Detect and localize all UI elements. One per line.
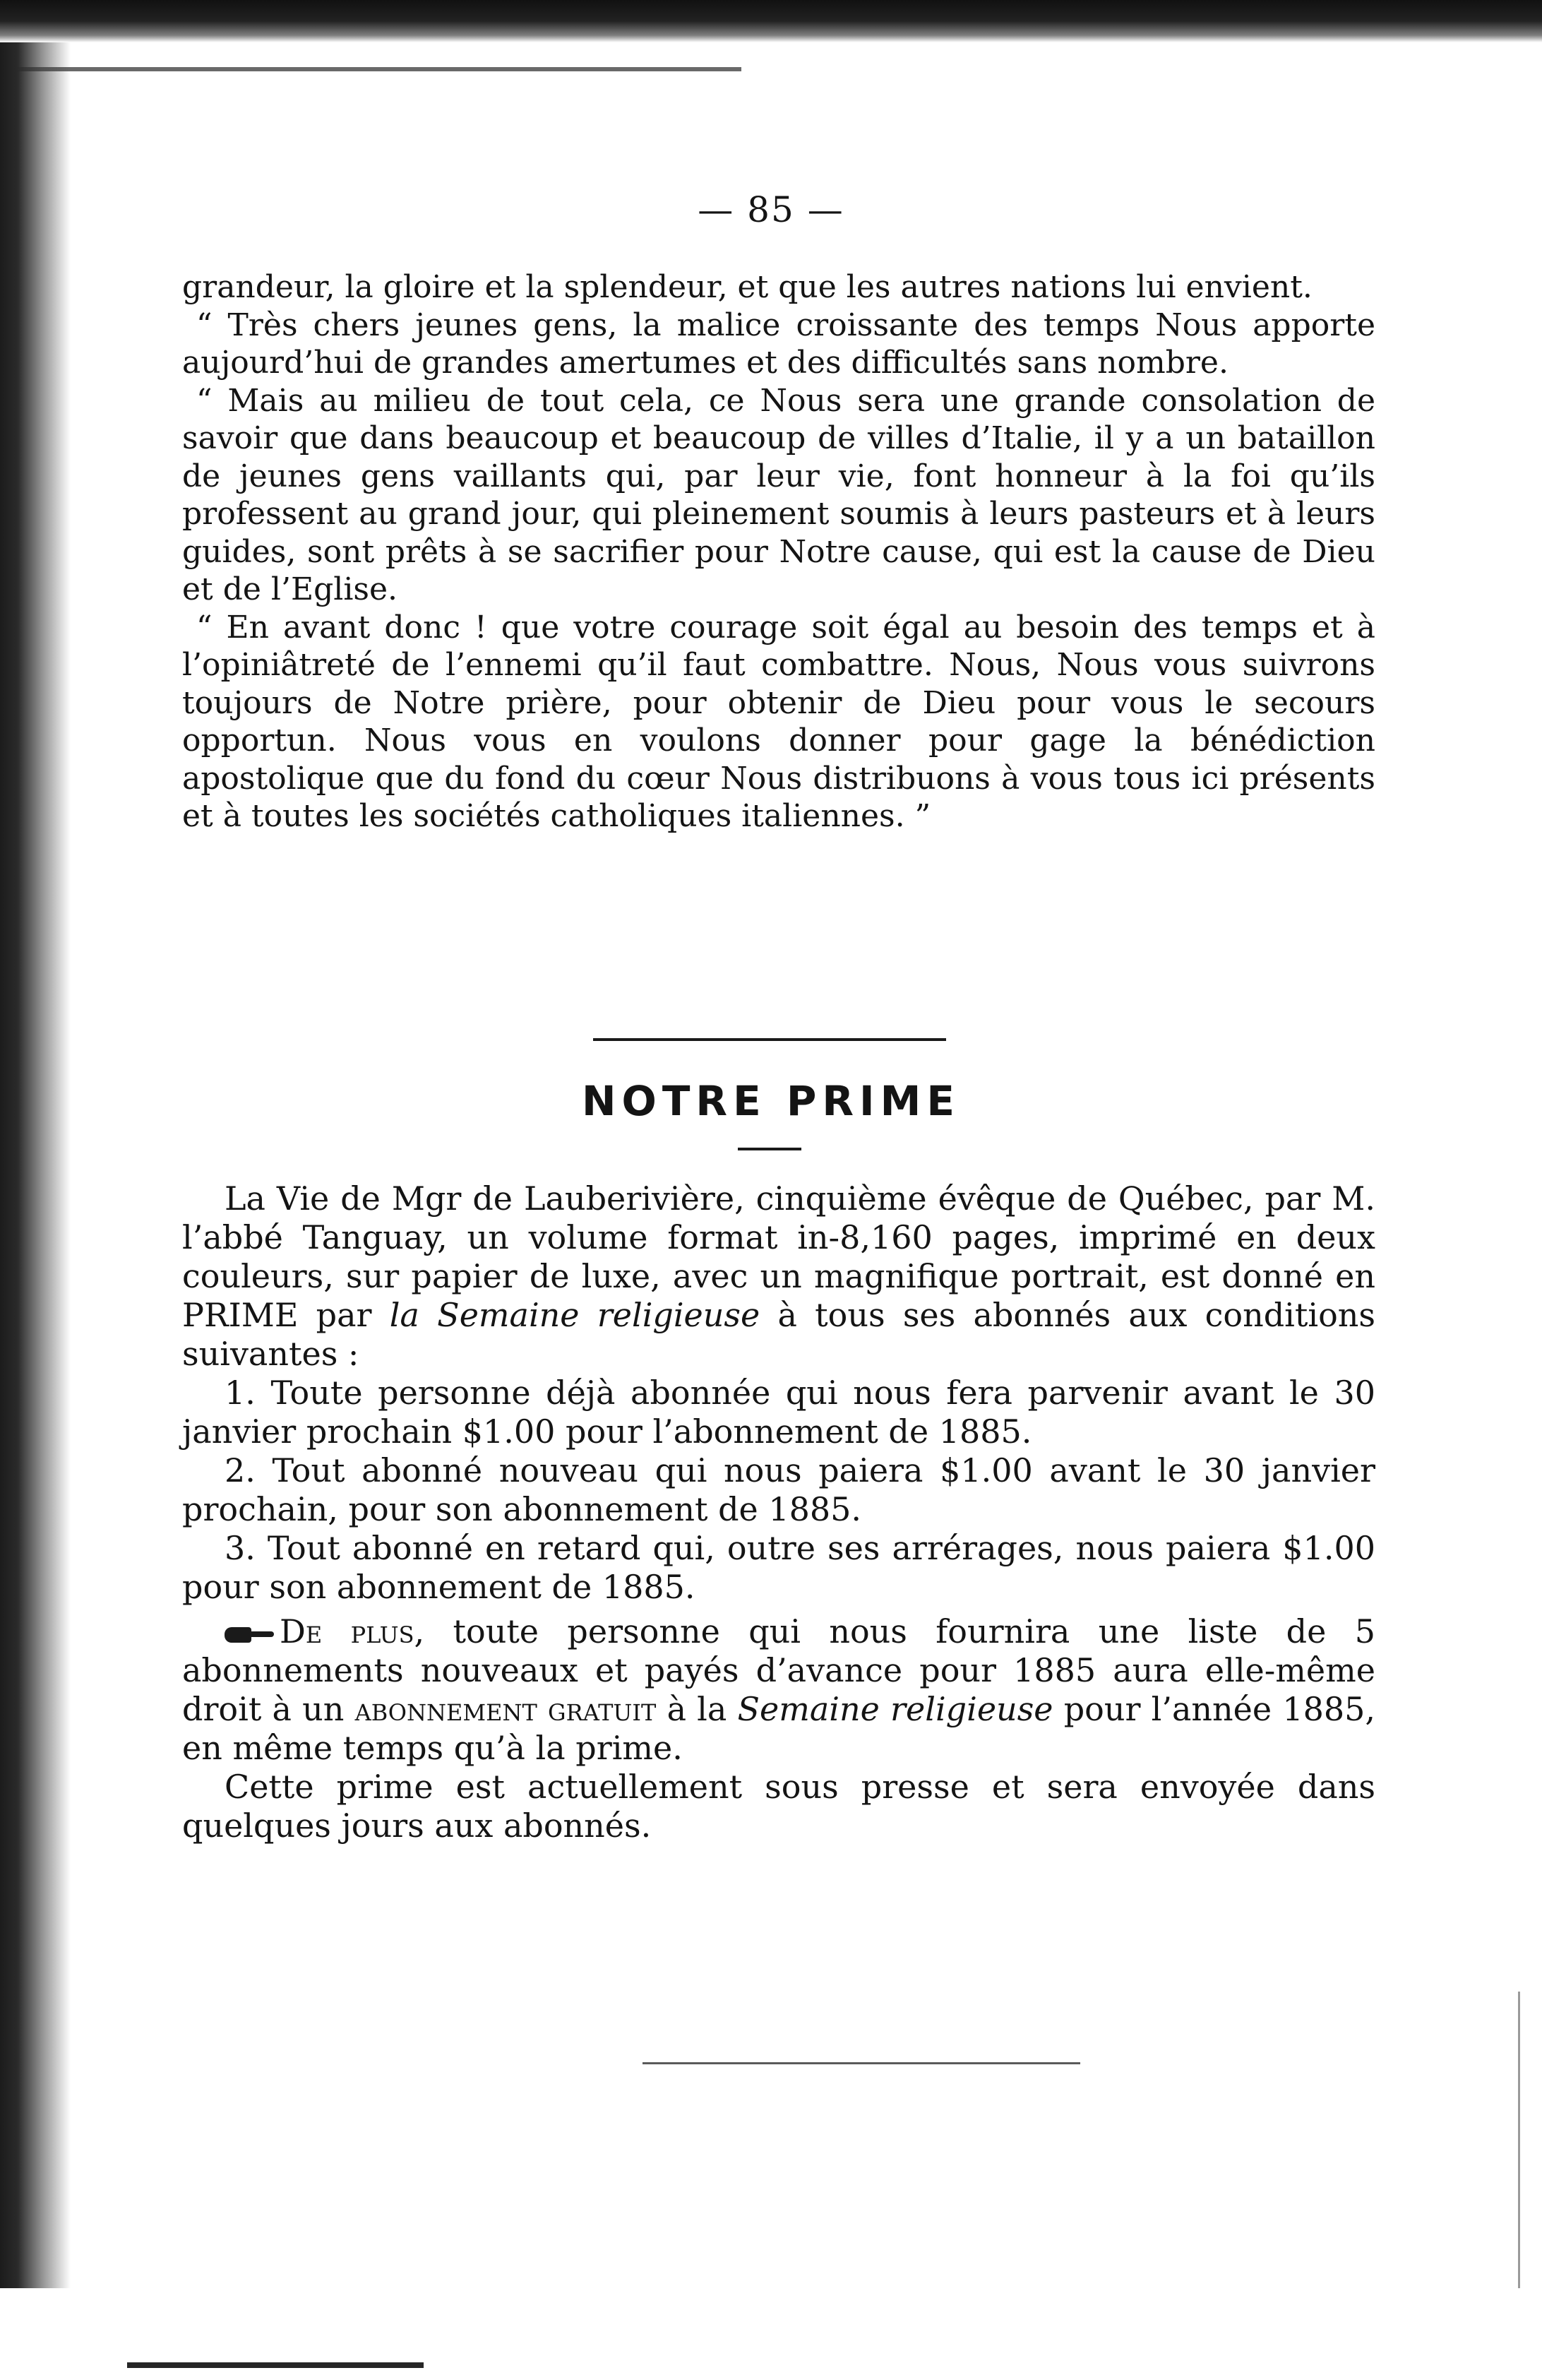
page-number: — 85 — [698,189,844,230]
quote-section [182,268,1375,835]
section-divider [593,1038,946,1041]
scan-artifact-bottom [127,2362,424,2368]
note-emphasis: abonnement gratuit [354,1690,657,1728]
condition-item: 2. Tout abonné nouveau qui nous paiera $1.00 avant le 30 janvier prochain, pour son abonnement de 1885. [182,1451,1375,1528]
paragraph: grandeur, la gloire et la splendeur, et que les autres nations lui envient. [182,269,1313,305]
scan-artifact-right [1518,1992,1520,2288]
publication-title: Semaine religieuse [737,1690,1053,1728]
note-lead: De plus [280,1612,414,1650]
condition-item: 1. Toute personne déjà abonnée qui nous fera parvenir avant le 30 janvier prochain $1.00 pour l’abonnement de 1885. [182,1374,1375,1451]
paragraph: “ Mais au milieu de tout cela, ce Nous sera une grande consolation de savoir que dans beaucoup et beaucoup de villes d’Italie, il y a un bataillon de jeunes gens vaillants qui, par leur vie, font honneur à la foi qu’ils professent au grand jour, qui pleinement soumis à leurs pasteurs et à leurs guides, sont prêts à se sacrifier pour Notre cause, qui est la cause de Dieu et de l’Eglise. [182,382,1375,607]
end-divider [642,2062,1080,2064]
scan-artifact-bar [0,67,741,71]
publication-title: la Semaine religieuse [389,1296,760,1334]
note-paragraph [182,1612,1375,1768]
intro-text: La Vie de Mgr de Lauberivière, cinquième évêque de Québec, par M. l’abbé Tanguay, un volume format in-8,160 pages, imprimé en deux couleurs, sur papier de luxe, avec un magnifique portrait, est donné en PRIME par [182,1179,1375,1334]
pointing-hand-icon [225,1623,274,1646]
scan-border-left [0,42,71,2288]
note-text: à la [656,1690,738,1728]
condition-item: 3. Tout abonné en retard qui, outre ses arrérages, nous paiera $1.00 pour son abonnement de 1885. [182,1529,1375,1606]
intro-text-end: à tous ses abonnés aux conditions suivantes : [182,1296,1376,1373]
closing-paragraph: Cette prime est actuellement sous presse et sera envoyée dans quelques jours aux abonnés. [182,1768,1375,1845]
intro-paragraph [182,1179,1375,1374]
note-text-end: pour l’année 1885, en même temps qu’à la prime. [182,1690,1376,1767]
paragraph: “ En avant donc ! que votre courage soit égal au besoin des temps et à l’opiniâtreté de l’ennemi qu’il faut combattre. Nous, Nous vous suivrons toujours de Notre prière, pour obtenir de Dieu pour vous le secours opportun. Nous vous en voulons donner pour gage la bénédiction apostolique que du fond du cœur Nous distribuons à vous tous ici présents et à toutes les sociétés catholiques italiennes. ” [182,609,1375,834]
section-heading: NOTRE PRIME [582,1077,960,1125]
paragraph: “ Très chers jeunes gens, la malice croissante des temps Nous apporte aujourd’hui de grandes amertumes et des difficultés sans nombre. [182,307,1375,381]
scan-border-top [0,0,1542,42]
prime-section [182,1179,1375,1845]
heading-underline [738,1148,801,1150]
note-text: , toute personne qui nous fournira une liste de 5 abonnements nouveaux et payés d’avance pour 1885 aura elle-même droit à un [182,1612,1375,1728]
